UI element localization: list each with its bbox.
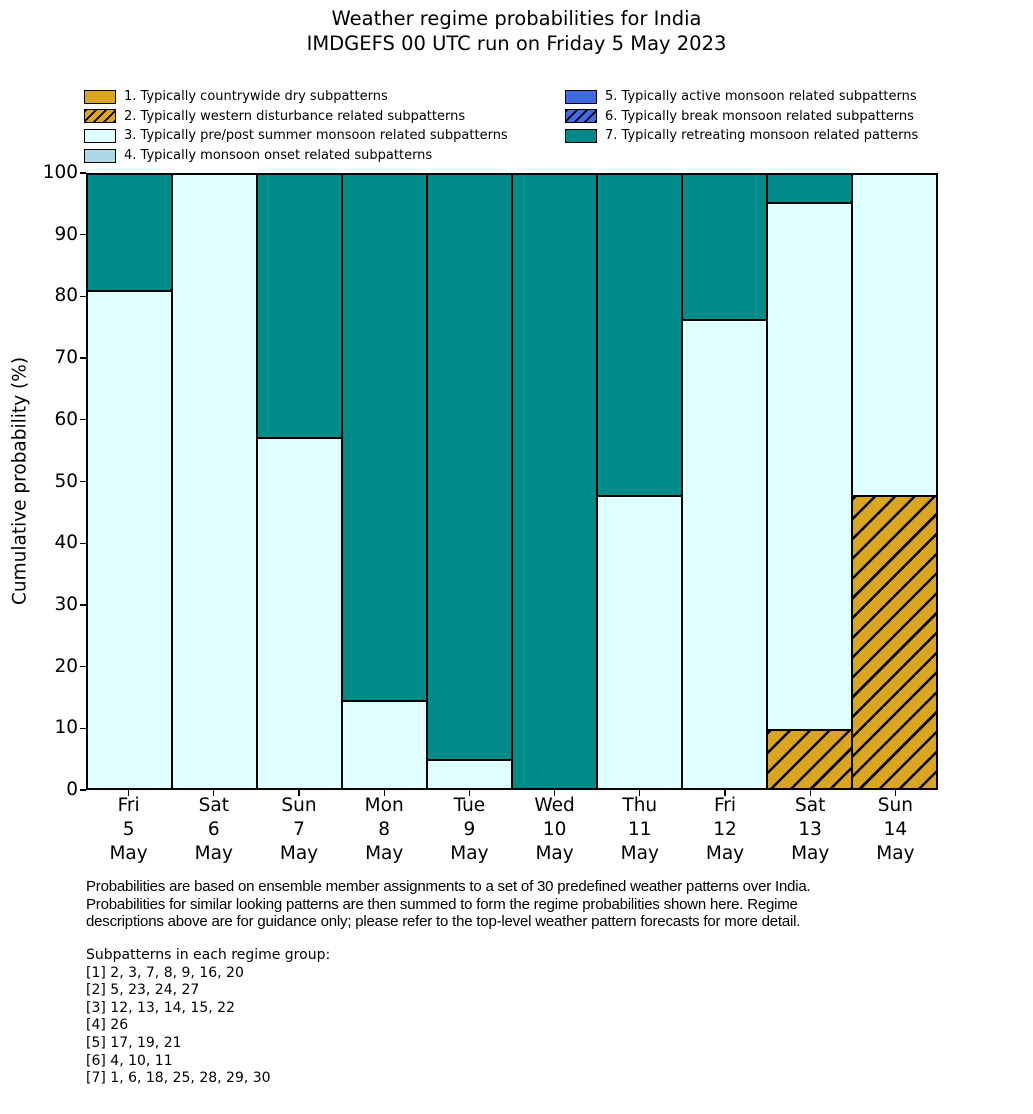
x-tick-label-line: May	[791, 843, 830, 864]
y-tick-label-0: 0	[66, 779, 78, 800]
x-tick-label-line: May	[194, 843, 233, 864]
bar-fri-12-may	[682, 174, 767, 789]
legend-item-regime-2	[84, 107, 508, 127]
x-tick-label-line: May	[279, 843, 319, 864]
x-tick-label-line: Tue	[453, 795, 486, 816]
y-tick-mark	[80, 419, 86, 420]
x-tick-label-line: 9	[463, 819, 476, 840]
bar-segment-regime-3	[172, 174, 257, 789]
y-tick-label-90: 90	[54, 223, 78, 245]
x-tick-label-line: 10	[542, 819, 567, 840]
legend-label-regime-5: 5. Typically active monsoon related subpatterns	[605, 89, 917, 105]
subpatterns-heading: Subpatterns in each regime group:	[86, 947, 331, 963]
y-axis-label: Cumulative probability (%)	[9, 356, 31, 606]
x-tick-label-line: May	[535, 843, 574, 864]
y-tick-label-50: 50	[54, 470, 78, 492]
bar-segment-regime-7	[342, 174, 427, 701]
x-tick-label-mon-8-may	[342, 794, 427, 866]
bar-wed-10-may	[512, 174, 597, 789]
bar-segment-regime-3	[852, 174, 937, 496]
subpattern-line-5: [5] 17, 19, 21	[86, 1034, 182, 1051]
bar-segment-regime-7	[87, 174, 172, 291]
x-tick-label-line: Wed	[534, 795, 575, 816]
bar-segment-regime-3	[682, 320, 767, 789]
x-tick-label-line: Fri	[713, 795, 736, 816]
bar-thu-11-may	[597, 174, 682, 789]
bar-sun-7-may	[257, 174, 342, 789]
legend-swatch-regime-7	[565, 129, 597, 143]
x-tick-label-fri-5-may	[86, 794, 171, 866]
x-tick-label-line: May	[705, 843, 745, 864]
y-tick-label-30: 30	[54, 593, 78, 615]
legend-item-regime-6	[565, 107, 918, 127]
x-tick-label-line: 12	[713, 819, 737, 840]
x-tick-label-line: 13	[798, 819, 822, 840]
legend-item-regime-3	[84, 126, 508, 146]
x-tick-label-line: May	[109, 843, 148, 864]
y-tick-mark	[80, 296, 86, 297]
y-tick-label-70: 70	[54, 347, 78, 369]
chart-title-block	[0, 6, 1033, 56]
subpattern-line-7: [7] 1, 6, 18, 25, 28, 29, 30	[86, 1070, 271, 1087]
bar-sat-13-may	[767, 174, 852, 789]
x-tick-label-line: May	[450, 843, 489, 864]
bar-segment-regime-7	[512, 174, 597, 789]
plot-area	[86, 173, 938, 790]
legend-swatch-regime-4	[84, 149, 116, 163]
bar-sun-14-may	[852, 174, 937, 789]
chart-subtitle: IMDGEFS 00 UTC run on Friday 5 May 2023	[306, 32, 727, 55]
x-tick-label-tue-9-may	[427, 794, 512, 866]
x-tick-label-sat-6-may	[171, 794, 256, 866]
legend-label-regime-7: 7. Typically retreating monsoon related patterns	[605, 128, 919, 144]
x-tick-label-line: May	[620, 843, 659, 864]
legend-label-regime-1: 1. Typically countrywide dry subpatterns	[124, 89, 388, 105]
x-tick-label-line: 11	[628, 819, 652, 840]
x-tick-label-line: Sun	[281, 795, 317, 816]
x-tick-label-line: 8	[378, 819, 391, 840]
bar-segment-regime-3	[342, 701, 427, 789]
y-tick-mark	[80, 357, 86, 358]
y-tick-mark	[80, 604, 86, 605]
subpattern-line-6: [6] 4, 10, 11	[86, 1052, 173, 1069]
x-tick-label-line: Fri	[117, 795, 140, 816]
x-tick-label-line: 6	[207, 819, 220, 840]
legend-item-regime-7	[565, 126, 918, 146]
legend-label-regime-4: 4. Typically monsoon onset related subpatterns	[124, 148, 433, 164]
legend-label-regime-6: 6. Typically break monsoon related subpatterns	[605, 108, 914, 124]
legend-swatch-regime-3	[84, 129, 116, 143]
footer-note-line: Probabilities are based on ensemble member assignments to a set of 30 predefined weather patterns over India.	[86, 878, 811, 895]
legend-swatch-regime-5	[565, 90, 597, 104]
chart-title: Weather regime probabilities for India	[331, 7, 702, 30]
y-tick-label-80: 80	[54, 285, 78, 307]
bar-sat-6-may	[172, 174, 257, 789]
bar-segment-regime-3	[597, 496, 682, 789]
subpattern-line-1: [1] 2, 3, 7, 8, 9, 16, 20	[86, 964, 244, 981]
legend-left-column	[84, 87, 508, 165]
bar-segment-regime-7	[682, 174, 767, 320]
bar-segment-regime-2	[852, 496, 937, 789]
legend-item-regime-4	[84, 146, 508, 166]
y-tick-label-100: 100	[42, 162, 78, 183]
bar-segment-regime-3	[427, 760, 512, 789]
y-tick-mark	[80, 481, 86, 482]
x-tick-label-line: May	[365, 843, 404, 864]
x-tick-label-thu-11-may	[597, 794, 682, 866]
x-tick-label-sun-14-may	[853, 794, 938, 866]
subpatterns-block	[86, 947, 330, 1088]
x-tick-label-sat-13-may	[768, 794, 853, 866]
y-tick-label-20: 20	[54, 655, 78, 677]
legend-label-regime-2: 2. Typically western disturbance related subpatterns	[124, 108, 466, 124]
legend-swatch-regime-2	[84, 109, 116, 123]
legend-item-regime-1	[84, 87, 508, 107]
y-tick-mark	[80, 234, 86, 235]
subpattern-line-2: [2] 5, 23, 24, 27	[86, 982, 200, 999]
y-tick-label-40: 40	[54, 532, 78, 554]
x-tick-label-line: May	[876, 843, 915, 864]
y-tick-mark	[80, 789, 86, 790]
legend-item-regime-5	[565, 87, 918, 107]
legend-swatch-regime-1	[84, 90, 116, 104]
bar-fri-5-may	[87, 174, 172, 789]
bar-mon-8-may	[342, 174, 427, 789]
bar-tue-9-may	[427, 174, 512, 789]
bar-segment-regime-7	[427, 174, 512, 760]
bar-segment-regime-3	[87, 291, 172, 789]
legend-swatch-regime-6	[565, 109, 597, 123]
x-tick-label-line: Sun	[877, 795, 913, 816]
subpattern-line-3: [3] 12, 13, 14, 15, 22	[86, 999, 235, 1016]
x-tick-label-line: Sat	[795, 795, 826, 816]
x-tick-label-line: 14	[883, 819, 908, 840]
x-tick-label-fri-12-may	[682, 794, 767, 866]
x-tick-label-line: Mon	[364, 795, 404, 816]
bar-segment-regime-3	[257, 438, 342, 789]
subpattern-line-4: [4] 26	[86, 1017, 129, 1034]
bar-segment-regime-2	[767, 730, 852, 789]
y-tick-mark	[80, 666, 86, 667]
y-tick-label-60: 60	[54, 408, 78, 430]
x-tick-label-line: 7	[293, 819, 305, 840]
bar-segment-regime-3	[767, 203, 852, 730]
footer-note-line: Probabilities for similar looking patterns are then summed to form the regime probabilities shown here. Regime	[86, 895, 798, 913]
bar-segment-regime-7	[257, 174, 342, 438]
footer-note	[86, 878, 810, 931]
y-tick-label-10: 10	[54, 717, 78, 739]
y-tick-mark	[80, 543, 86, 544]
x-tick-label-line: Thu	[622, 795, 658, 816]
bar-segment-regime-7	[597, 174, 682, 496]
legend-label-regime-3: 3. Typically pre/post summer monsoon related subpatterns	[124, 128, 508, 144]
footer-note-line: descriptions above are for guidance only; please refer to the top-level weather pattern forecasts for more detail.	[86, 913, 801, 931]
x-tick-label-line: Sat	[198, 795, 229, 816]
x-tick-label-line: 5	[122, 819, 135, 840]
x-tick-label-wed-10-may	[512, 794, 597, 866]
x-tick-label-sun-7-may	[256, 794, 341, 866]
y-tick-mark	[80, 172, 86, 173]
bar-segment-regime-7	[767, 174, 852, 203]
y-tick-mark	[80, 728, 86, 729]
legend-right-column	[565, 87, 918, 146]
